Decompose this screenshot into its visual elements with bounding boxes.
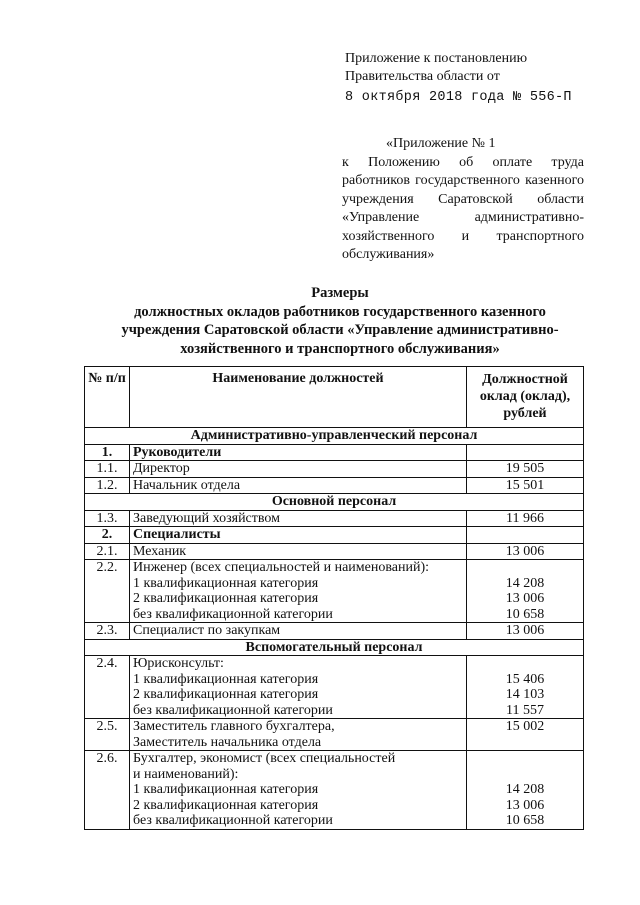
title-line: Размеры [311, 285, 369, 301]
row-num: 1.2. [85, 477, 130, 494]
header-salary: Должностной оклад (оклад), рублей [467, 367, 584, 428]
row-sub-value: 10 658 [505, 606, 545, 622]
row-name [130, 560, 467, 623]
row-num: 1.1. [85, 461, 130, 478]
row-value [467, 444, 584, 461]
row-name: Специалист по закупкам [130, 623, 467, 640]
row-sub-line: без квалификационной категории [133, 813, 333, 828]
row-name: Руководители [130, 444, 467, 461]
appendix-line: «Управление административно- [342, 210, 584, 225]
row-num: 1. [85, 444, 130, 461]
row-num: 2.4. [85, 656, 130, 719]
row-name-line: Заместитель начальника отдела [133, 734, 322, 750]
title-line: хозяйственного и транспортного обслуживания» [180, 340, 500, 357]
row-value [467, 751, 584, 830]
row-num: 2.2. [85, 560, 130, 623]
row-sub-line: без квалификационной категории [133, 606, 333, 622]
row-sub-value: 14 103 [505, 687, 545, 702]
table-row [85, 751, 584, 830]
row-sub-value: 10 658 [505, 813, 545, 828]
row-name-line: Инженер (всех специальностей и наименований): [133, 560, 430, 575]
title-line: учреждения Саратовской области «Управление административно- [121, 322, 559, 338]
row-value: 13 006 [467, 623, 584, 640]
row-name: Директор [130, 461, 467, 478]
document-title [60, 284, 620, 358]
table-row [85, 444, 584, 461]
table-row [85, 656, 584, 719]
header-date-number: 8 октября 2018 года № 556-П [345, 90, 572, 105]
appendix-line: к Положению об оплате труда [342, 154, 584, 170]
row-num: 2.3. [85, 623, 130, 640]
section-row [85, 639, 584, 656]
table-row [85, 461, 584, 478]
header-num: № п/п [85, 367, 130, 428]
row-name [130, 719, 467, 751]
row-sub-line: 1 квалификационная категория [133, 575, 319, 591]
row-sub-line: 2 квалификационная категория [133, 797, 319, 813]
row-sub-line: 1 квалификационная категория [133, 782, 319, 797]
table-row [85, 719, 584, 751]
row-name-line: и наименований): [133, 766, 239, 782]
table-header-row [85, 367, 584, 428]
section-main: Основной персонал [85, 494, 584, 511]
row-sub-line: 1 квалификационная категория [133, 671, 319, 687]
appendix-line: хозяйственного и транспортного [342, 228, 584, 244]
table-row [85, 560, 584, 623]
row-value [467, 656, 584, 719]
table-row [85, 543, 584, 560]
row-sub-line: 2 квалификационная категория [133, 591, 319, 606]
appendix-block [342, 135, 584, 265]
table-row [85, 623, 584, 640]
row-name: Начальник отдела [130, 477, 467, 494]
header-line-2: Правительства области от [345, 69, 500, 84]
salary-table [84, 366, 584, 830]
appendix-line: «Приложение № 1 [386, 136, 496, 151]
row-sub-value: 14 208 [505, 575, 545, 591]
appendix-line: обслуживания» [342, 247, 435, 262]
section-row [85, 494, 584, 511]
row-value: 15 501 [467, 477, 584, 494]
row-value [467, 560, 584, 623]
header-name: Наименование должностей [130, 367, 467, 428]
row-num: 1.3. [85, 510, 130, 527]
row-name-line: Заместитель главного бухгалтера, [133, 719, 335, 734]
row-sub-value: 13 006 [505, 797, 545, 813]
row-value: 15 002 [467, 719, 584, 751]
header-line-1: Приложение к постановлению [345, 51, 528, 66]
row-sub-value: 11 557 [506, 702, 544, 718]
appendix-line: учреждения Саратовской области [342, 191, 584, 207]
row-name [130, 751, 467, 830]
row-name-line: Юрисконсульт: [133, 656, 224, 671]
section-aux: Вспомогательный персонал [85, 639, 584, 656]
row-name-line: Бухгалтер, экономист (всех специальностей [133, 751, 396, 766]
appendix-line: работников государственного казенного [342, 173, 584, 188]
row-num: 2.1. [85, 543, 130, 560]
row-sub-line: 2 квалификационная категория [133, 687, 319, 702]
row-sub-line: без квалификационной категории [133, 702, 333, 718]
table-row [85, 477, 584, 494]
row-name [130, 656, 467, 719]
row-value [467, 527, 584, 544]
row-sub-value: 13 006 [505, 591, 545, 606]
section-admin: Административно-управленческий персонал [85, 428, 584, 445]
section-row [85, 428, 584, 445]
row-sub-value: 14 208 [505, 782, 545, 797]
row-value: 11 966 [467, 510, 584, 527]
title-line: должностных окладов работников государственного казенного [134, 303, 546, 320]
row-value: 19 505 [467, 461, 584, 478]
row-name: Заведующий хозяйством [130, 510, 467, 527]
row-num: 2. [85, 527, 130, 544]
row-value: 13 006 [467, 543, 584, 560]
row-name: Механик [130, 543, 467, 560]
row-num: 2.5. [85, 719, 130, 751]
row-sub-value: 15 406 [505, 671, 545, 687]
row-num: 2.6. [85, 751, 130, 830]
table-row [85, 510, 584, 527]
row-name: Специалисты [130, 527, 467, 544]
table-row [85, 527, 584, 544]
